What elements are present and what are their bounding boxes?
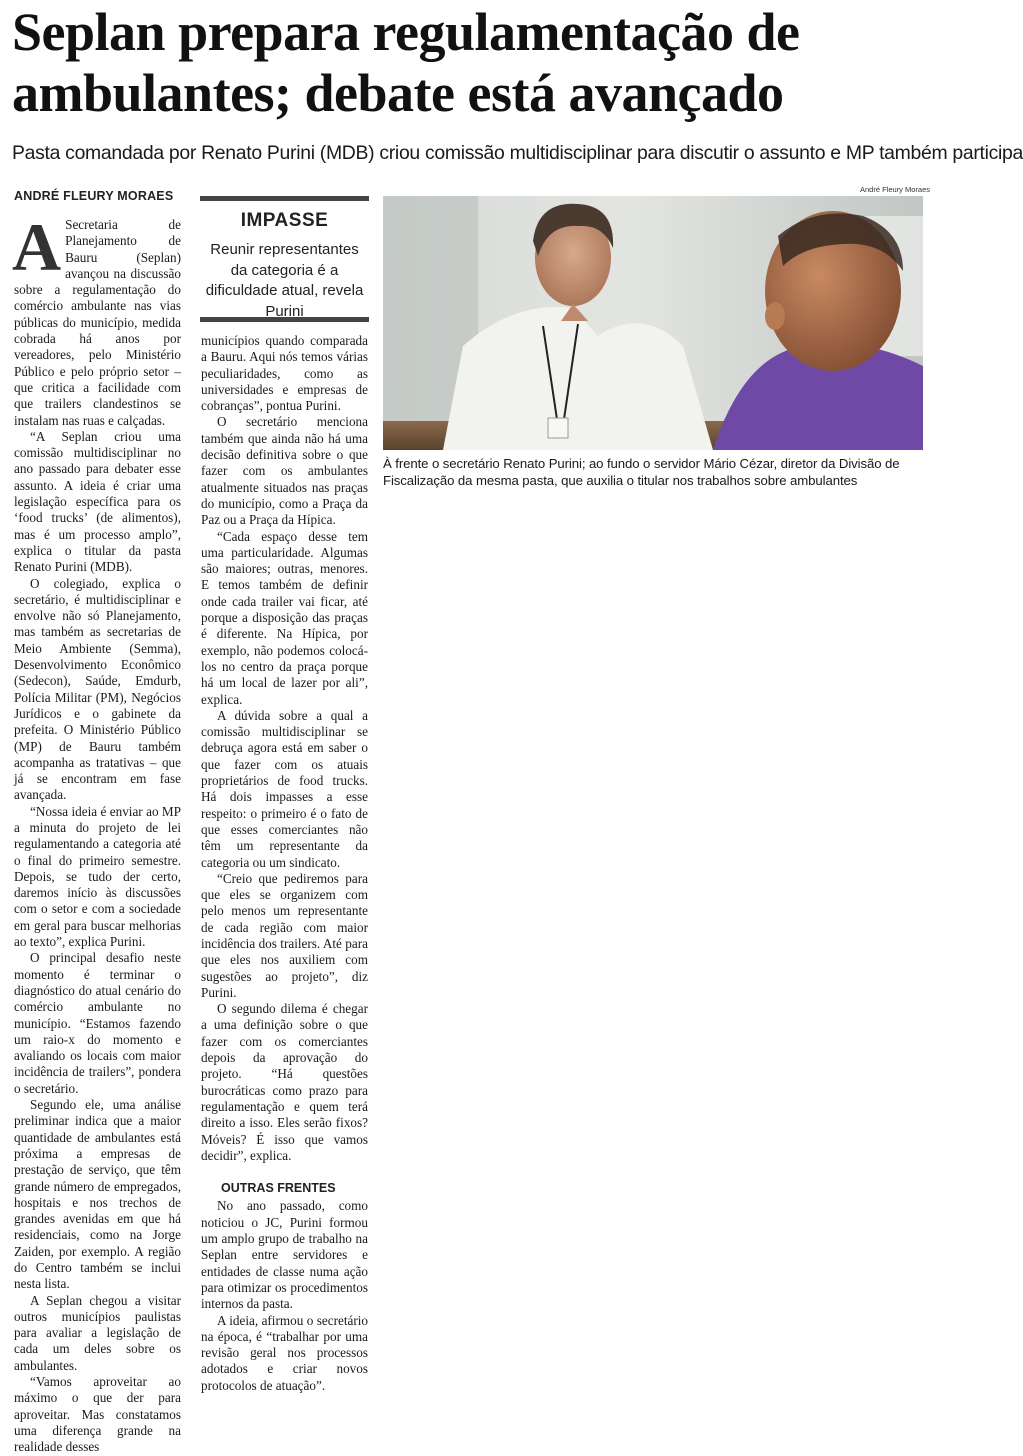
headline: Seplan prepara regulamentação de ambulantes; debate está avançado xyxy=(12,2,800,123)
paragraph: O segundo dilema é chegar a uma definição sobre o que fazer com os comerciantes depois da aprovação do projeto. “Há questões burocráticas como prazo para regulamentação e quem terá direito a isso. Eles serão fixos? Móveis? É isso que vamos decidir”, explica. xyxy=(201,1001,368,1163)
subheadline: Pasta comandada por Renato Purini (MDB) criou comissão multidisciplinar para discutir o assunto e MP também participa xyxy=(12,142,1023,164)
sidebar-box-impasse xyxy=(200,196,369,322)
paragraph: “A Seplan criou uma comissão multidisciplinar no ano passado para debater esse assunto. A ideia é criar uma legislação específica para os ‘food trucks’ (de alimentos), mas é um processo amplo”, explica o titular da pasta Renato Purini (MDB). xyxy=(14,428,181,575)
paragraph: A dúvida sobre a qual a comissão multidisciplinar se debruça agora está em saber o que fazer com os atuais proprietários de food trucks. Há dois impasses a esse respeito: o primeiro é o fato de que esses comerciantes não têm um representante da categoria ou um sindicato. xyxy=(201,707,368,870)
paragraph: “Cada espaço desse tem uma particularidade. Algumas são maiores; outras, menores. E temos também de definir onde cada trailer vai ficar, até porque a disposição das praças é diferente. Na Hípica, por exemplo, não podemos colocá-los no centro da praça porque há um local de lazer por ali”, explica. xyxy=(201,528,368,707)
paragraph: Segundo ele, uma análise preliminar indica que a maior quantidade de ambulantes está próxima a empresas de prestação de serviço, que têm grande número de empregados, hospitais e nos trechos de grandes avenidas em que há residenciais, como na Jorge Zaiden, por exemplo. A região do Centro também se inclui nesta lista. xyxy=(14,1097,181,1292)
paragraph: “Creio que pediremos para que eles se organizem com pelo menos um representante de cada região com maior incidência dos trailers. Até para que eles nos auxiliem com sugestões ao projeto”, diz Purini. xyxy=(201,870,368,1000)
paragraph: O principal desafio neste momento é terminar o diagnóstico do atual cenário do comércio ambulante no município. “Estamos fazendo um raio-x do momento e avaliando os locais com maior incidência de trailers”, pondera o secretário. xyxy=(14,950,181,1096)
drop-cap: A xyxy=(12,209,62,285)
article-column-1 xyxy=(12,209,181,1455)
section-heading: OUTRAS FRENTES xyxy=(221,1181,336,1196)
photo-caption: À frente o secretário Renato Purini; ao fundo o servidor Mário Cézar, diretor da Divisão de Fiscalização da mesma pasta, que auxilia o titular nos trabalhos sobre ambulantes xyxy=(383,456,900,488)
article-column-2 xyxy=(201,333,368,1418)
photo-credit: André Fleury Moraes xyxy=(860,185,931,194)
byline: ANDRÉ FLEURY MORAES xyxy=(14,189,174,203)
paragraph: A ideia, afirmou o secretário na época, é “trabalhar por uma revisão geral nos processos adotados e criar novos protocolos de atuação”. xyxy=(201,1312,368,1393)
paragraph: A Seplan chegou a visitar outros municípios paulistas para avaliar a legislação de cada um deles sobre os ambulantes. xyxy=(14,1292,181,1373)
paragraph: O secretário menciona também que ainda não há uma decisão definitiva sobre o que fazer com os ambulantes atualmente situados nas praças do município, como a Praça da Paz ou a Praça da Hípica. xyxy=(201,414,368,528)
paragraph: municípios quando comparada a Bauru. Aqui nós temos várias peculiaridades, como as universidades e empresas de cobranças”, pontua Purini. xyxy=(201,333,368,414)
sidebar-box-text: Reunir representantes da categoria é a dificuldade atual, revela Purini xyxy=(205,241,364,320)
paragraph: “Nossa ideia é enviar ao MP a minuta do projeto de lei regulamentando a categoria até o final do primeiro semestre. Depois, se tudo der certo, daremos início às discussões com o setor e com a sociedade em geral para buscar melhorias ao texto”, explica Purini. xyxy=(14,803,181,950)
paragraph: “Vamos aproveitar ao máximo o que der para aproveitar. Mas constatamos uma diferença grande na realidade desses xyxy=(14,1374,181,1455)
paragraph: A Secretaria de Planejamento de Bauru (Seplan) avançou na discussão sobre a regulamentação do comércio ambulante nas vias públicas do município, medida cobrada há anos por vereadores, pelo Ministério Público e pelo próprio setor – que critica a facilidade com que trailers clandestinos se instalam nas ruas e calçadas. xyxy=(12,209,181,428)
paragraph: No ano passado, como noticiou o JC, Purini formou um amplo grupo de trabalho na Seplan entre servidores e entidades de classe numa ação para otimizar os procedimentos internos da pasta. xyxy=(201,1198,368,1312)
paragraph: O colegiado, explica o secretário, é multidisciplinar e envolve não só Planejamento, mas também as secretarias de Meio Ambiente (Semma), Desenvolvimento Econômico (Sedecon), Saúde, Emdurb, Polícia Militar (PM), Negócios Jurídicos e o gabinete da prefeita. O Ministério Público (MP) de Bauru também acompanha as tratativas – que já se encontram em fase avançada. xyxy=(14,575,181,803)
sidebar-box-title: IMPASSE xyxy=(240,210,329,231)
article-photo xyxy=(383,196,923,450)
